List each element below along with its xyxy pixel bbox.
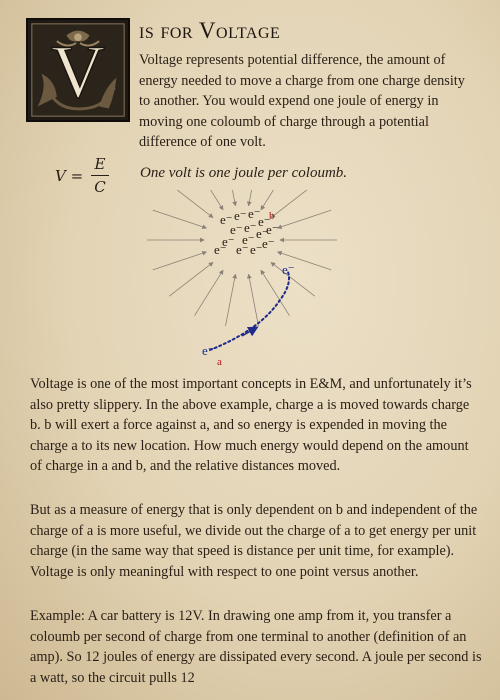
- paragraph-energy-per-charge: But as a measure of energy that is only dependent on b and independent of the charge of a is more useful, we divide out the charge of a to get energy per unit charge (in the same way that speed is distance per unit time, for example). Voltage is only meaningful with respect to one point versus another.: [30, 502, 478, 580]
- electron-label: e⁻: [230, 222, 243, 237]
- charge-b-label: b: [269, 210, 275, 222]
- electron-label: e⁻: [244, 220, 257, 235]
- dropcap-illustration: [28, 20, 128, 120]
- electron-label: e⁻: [236, 242, 249, 257]
- fraction-bar: [91, 175, 109, 176]
- charge-path: [210, 272, 289, 350]
- field-line: [195, 270, 224, 315]
- electron-label: e⁻: [266, 222, 279, 237]
- electron-label: e⁻: [248, 206, 261, 221]
- electron-label: e⁻: [222, 234, 235, 249]
- moved-electron: e⁻: [282, 262, 295, 277]
- formula-lhs: V =: [55, 167, 84, 185]
- page-title: is for Voltage: [139, 18, 281, 43]
- field-line: [249, 274, 259, 326]
- electric-field-diagram: [130, 190, 350, 380]
- intro-paragraph: Voltage represents potential difference, the amount of energy needed to move a charge from one charge density to another. You would expend one joule of energy in moving one coloumb of charge through a potential difference of one volt.: [139, 52, 465, 151]
- field-diagram-svg: [130, 190, 350, 380]
- field-line: [153, 210, 207, 228]
- field-line: [226, 274, 236, 326]
- electron-label: e⁻: [220, 212, 233, 227]
- charge-a-electron: e⁻: [202, 343, 215, 358]
- paragraph-car-battery-example: Example: A car battery is 12V. In drawing one amp from it, you transfer a coloumb per second of charge from one terminal to another (definition of an amp). So 12 joules of energy are dissipated every second. A joule per second is a watt, so the circuit pulls 12: [30, 608, 482, 686]
- paragraph-voltage-concept: Voltage is one of the most important concepts in E&M, and unfortunately it’s also pretty slippery. In the above example, charge a is moved towards charge b. b will exert a force against a, and so energy is expended in moving the charge a to its new location. How much energy would depend on the amount of charge in a and b, and the relative distances moved.: [30, 376, 472, 474]
- electron-label: e⁻: [262, 236, 275, 251]
- formula-denominator: C: [94, 178, 106, 196]
- electron-label: e⁻: [250, 242, 263, 257]
- charge-path-arrow: [242, 328, 256, 336]
- electron-label: e⁻: [256, 226, 269, 241]
- electron-label: e⁻: [234, 208, 247, 223]
- field-line: [169, 190, 213, 218]
- formula-fraction: [91, 154, 109, 197]
- formula-numerator: E: [94, 155, 106, 173]
- svg-text:V: V: [50, 30, 106, 114]
- field-line: [249, 190, 259, 206]
- field-line: [226, 190, 236, 206]
- formula-caption: One volt is one joule per coloumb.: [140, 165, 348, 181]
- field-line: [153, 252, 207, 270]
- charge-a-label: a: [217, 356, 222, 368]
- electron-label: e⁻: [258, 214, 271, 229]
- electron-label: e⁻: [214, 242, 227, 257]
- decorative-dropcap-v: [26, 18, 130, 122]
- field-line: [271, 190, 315, 218]
- electron-label: e⁻: [242, 232, 255, 247]
- field-line: [278, 210, 332, 228]
- voltage-formula: [55, 154, 115, 198]
- field-line: [169, 262, 213, 296]
